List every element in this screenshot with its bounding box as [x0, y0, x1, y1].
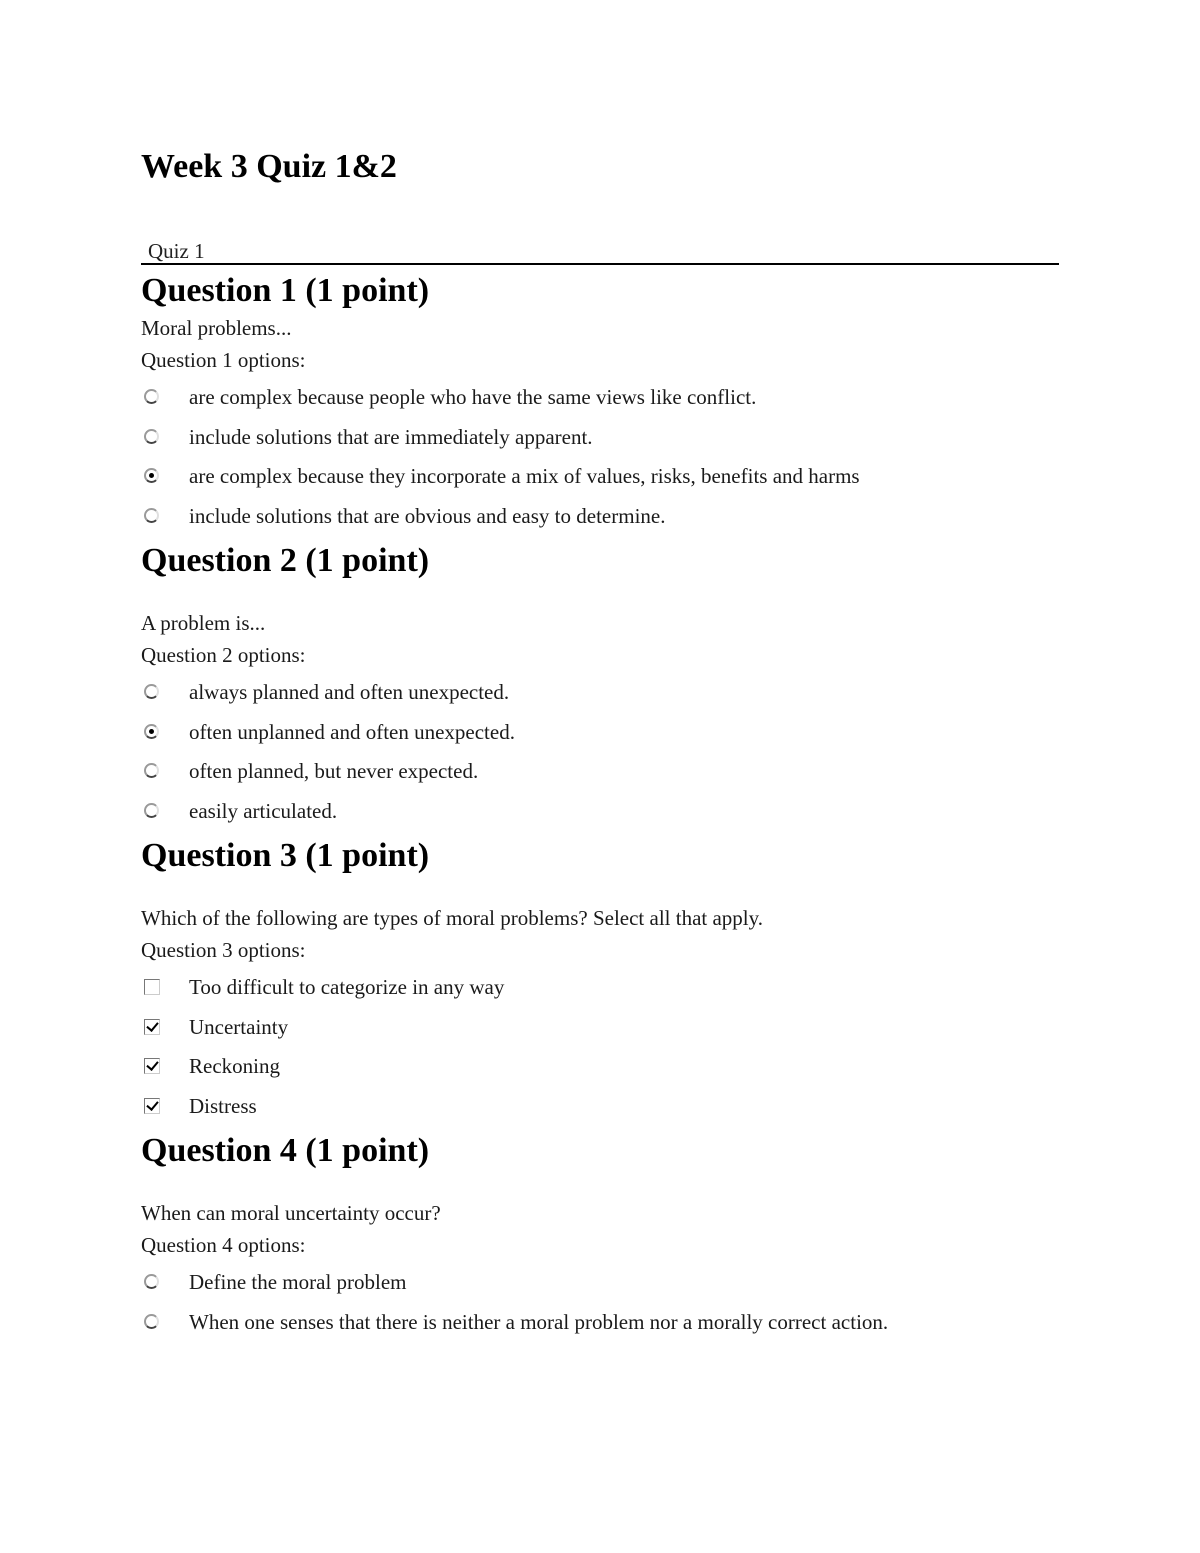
option-label: easily articulated.: [189, 798, 338, 823]
option-label: Reckoning: [189, 1054, 280, 1078]
question-spacer: [141, 877, 1059, 902]
option-label: are complex because people who have the same views like conflict.: [189, 385, 757, 409]
options-list: [141, 972, 1059, 1130]
question-title: Question 2 (1 point): [141, 542, 430, 579]
options-label: Question 2 options:: [141, 643, 306, 667]
radio-button[interactable]: [144, 1314, 159, 1329]
answer-option[interactable]: [141, 717, 1059, 757]
answer-option[interactable]: [141, 461, 1059, 501]
checkbox-unchecked[interactable]: [144, 979, 160, 995]
question-title: Question 4 (1 point): [141, 1132, 430, 1169]
question-block: [141, 835, 1059, 1130]
answer-option[interactable]: [141, 1051, 1059, 1091]
option-label: Uncertainty: [189, 1014, 289, 1039]
radio-button[interactable]: [144, 429, 159, 444]
radio-button[interactable]: [144, 803, 159, 818]
option-label: Distress: [189, 1093, 257, 1118]
answer-option[interactable]: [141, 756, 1059, 796]
question-title: Question 3 (1 point): [141, 837, 430, 874]
option-label: When one senses that there is neither a moral problem nor a morally correct action.: [189, 1309, 889, 1334]
checkbox-checked[interactable]: [144, 1058, 160, 1074]
section-label: Quiz 1: [148, 239, 205, 263]
option-label: are complex because they incorporate a mix of values, risks, benefits and harms: [189, 464, 860, 488]
options-list: [141, 382, 1059, 540]
radio-button-selected[interactable]: [144, 468, 159, 483]
answer-option[interactable]: [141, 422, 1059, 462]
checkbox-checked[interactable]: [144, 1098, 160, 1114]
answer-option[interactable]: [141, 1012, 1059, 1052]
option-label: always planned and often unexpected.: [189, 680, 510, 704]
answer-option[interactable]: [141, 1307, 1059, 1347]
radio-button[interactable]: [144, 1274, 159, 1289]
radio-button[interactable]: [144, 508, 159, 523]
options-list: [141, 677, 1059, 835]
answer-option[interactable]: [141, 382, 1059, 422]
options-label: Question 3 options:: [141, 938, 306, 962]
question-spacer: [141, 582, 1059, 607]
options-list: [141, 1267, 1059, 1346]
option-label: Too difficult to categorize in any way: [189, 975, 505, 999]
answer-option[interactable]: [141, 1091, 1059, 1131]
radio-button[interactable]: [144, 389, 159, 404]
option-label: include solutions that are immediately apparent.: [189, 424, 593, 449]
option-label: often planned, but never expected.: [189, 759, 479, 783]
answer-option[interactable]: [141, 796, 1059, 836]
answer-option[interactable]: [141, 677, 1059, 717]
answer-option[interactable]: [141, 1267, 1059, 1307]
radio-button-selected[interactable]: [144, 724, 159, 739]
question-prompt: Moral problems...: [141, 316, 292, 340]
checkbox-checked[interactable]: [144, 1019, 160, 1035]
document-title: Week 3 Quiz 1&2: [141, 148, 397, 185]
section-header: [141, 236, 1059, 265]
radio-button[interactable]: [144, 763, 159, 778]
options-label: Question 4 options:: [141, 1233, 306, 1257]
answer-option[interactable]: [141, 972, 1059, 1012]
question-block: [141, 270, 1059, 540]
radio-button[interactable]: [144, 684, 159, 699]
question-title: Question 1 (1 point): [141, 272, 430, 309]
question-list: [141, 270, 1059, 1346]
answer-option[interactable]: [141, 501, 1059, 541]
option-label: often unplanned and often unexpected.: [189, 719, 515, 744]
question-block: [141, 1130, 1059, 1346]
question-spacer: [141, 1172, 1059, 1197]
question-prompt: When can moral uncertainty occur?: [141, 1201, 441, 1225]
option-label: include solutions that are obvious and easy to determine.: [189, 503, 666, 528]
question-block: [141, 540, 1059, 835]
option-label: Define the moral problem: [189, 1270, 407, 1294]
options-label: Question 1 options:: [141, 348, 306, 372]
question-prompt: A problem is...: [141, 611, 266, 635]
question-prompt: Which of the following are types of moral problems? Select all that apply.: [141, 906, 764, 930]
